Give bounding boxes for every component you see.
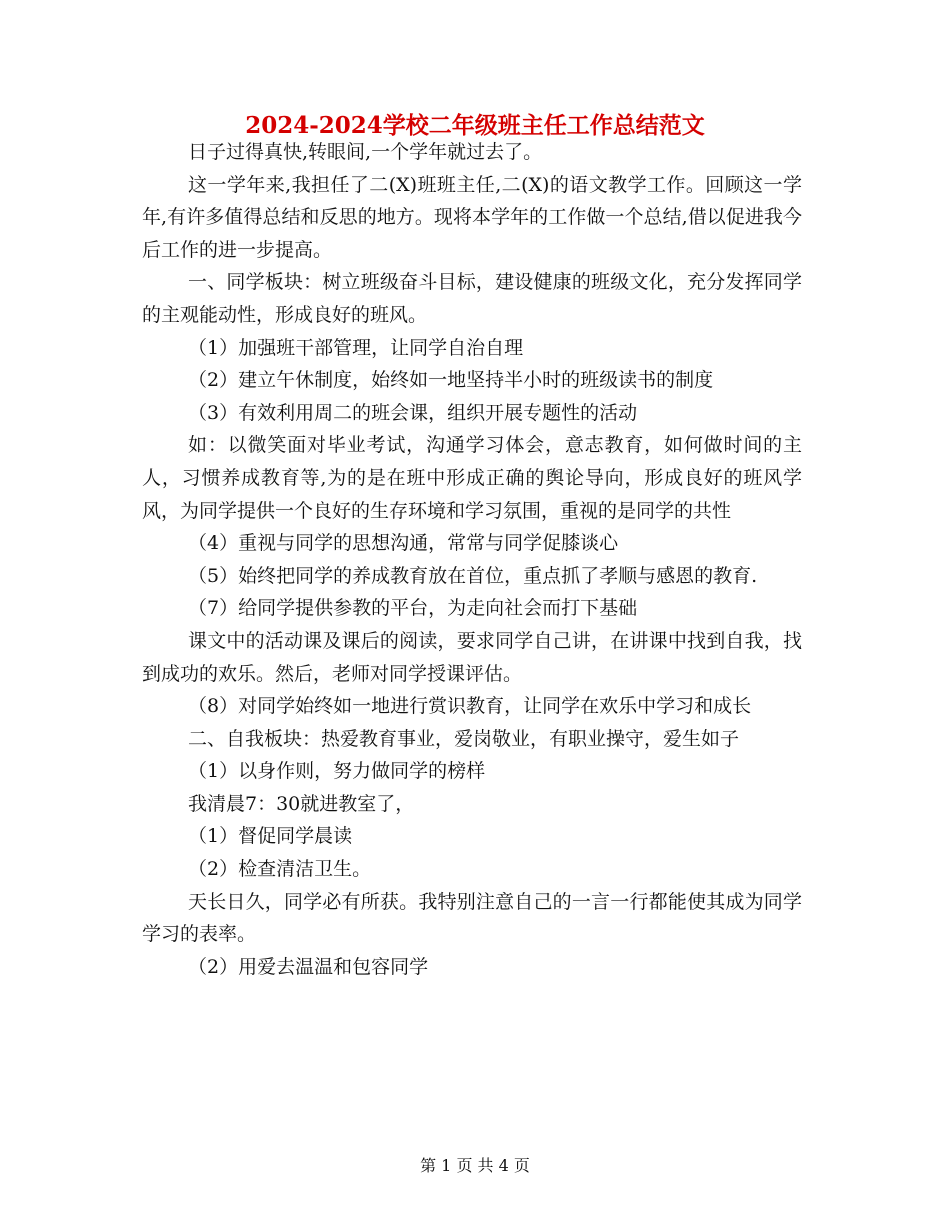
paragraph: 课文中的活动课及课后的阅读，要求同学自己讲，在讲课中找到自我，找到成功的欢乐。然后，老师对同学授课评估。 <box>142 629 802 685</box>
paragraph: （8）对同学始终如一地进行赏识教育，让同学在欢乐中学习和成长 <box>188 695 752 718</box>
paragraph: 日子过得真快,转眼间,一个学年就过去了。 <box>188 141 543 163</box>
paragraph: （7）给同学提供参教的平台，为走向社会而打下基础 <box>188 597 638 620</box>
paragraph: （2）建立午休制度，始终如一地坚持半小时的班级读书的制度 <box>188 369 714 392</box>
paragraph: （1）以身作则，努力做同学的榜样 <box>188 760 486 783</box>
paragraph: （1）督促同学晨读 <box>188 825 353 848</box>
paragraph: 我清晨7：30就进教室了， <box>188 792 415 815</box>
paragraph: 这一学年来,我担任了二(X)班班主任,二(X)的语文教学工作。回顾这一学年,有许多值得总结和反思的地方。现将本学年的工作做一个总结,借以促进我今后工作的进一步提高。 <box>142 173 802 261</box>
paragraph: （2）检查清洁卫生。 <box>188 858 372 881</box>
paragraph: （5）始终把同学的养成教育放在首位，重点抓了孝顺与感恩的教育. <box>188 564 758 587</box>
document-title: 2024-2024学校二年级班主任工作总结范文 <box>245 112 705 139</box>
paragraph: 天长日久，同学必有所获。我特别注意自己的一言一行都能使其成为同学学习的表率。 <box>142 890 802 946</box>
paragraph: （1）加强班干部管理，让同学自治自理 <box>188 336 524 359</box>
paragraph: （2）用爱去温温和包容同学 <box>188 955 429 978</box>
paragraph: 二、自我板块：热爱教育事业，爱岗敬业，有职业操守，爱生如子 <box>188 727 740 750</box>
document-body <box>142 136 802 983</box>
paragraph: 如：以微笑面对毕业考试，沟通学习体会，意志教育，如何做时间的主人，习惯养成教育等,为的是在班中形成正确的舆论导向，形成良好的班风学风，为同学提供一个良好的生存环境和学习氛围，重视的是同学的共性 <box>142 434 802 522</box>
page-footer: 第 1 页 共 4 页 <box>420 1156 530 1175</box>
paragraph: （3）有效利用周二的班会课，组织开展专题性的活动 <box>188 401 638 424</box>
paragraph: 一、同学板块：树立班级奋斗目标，建设健康的班级文化，充分发挥同学的主观能动性，形成良好的班风。 <box>142 271 802 326</box>
paragraph: （4）重视与同学的思想沟通，常常与同学促膝谈心 <box>188 532 619 555</box>
